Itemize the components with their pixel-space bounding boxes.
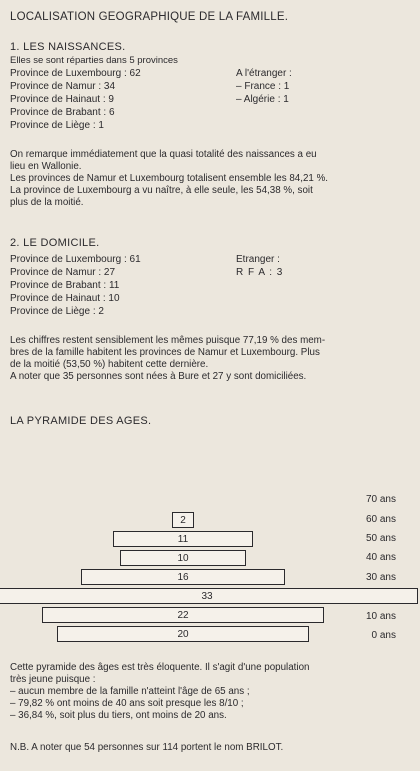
- age-label: 10 ans: [365, 611, 396, 622]
- pyramid-bar-10-20: 22: [42, 607, 324, 623]
- naissances-province: Province de Brabant : 6: [10, 107, 115, 118]
- age-label: 0 ans: [371, 630, 396, 641]
- section-heading-domicile: 2. LE DOMICILE.: [10, 237, 100, 249]
- pyramide-comment: très jeune puisque :: [10, 674, 96, 685]
- age-label: 70 ans: [365, 494, 396, 505]
- domicile-etranger: Etranger :: [236, 254, 280, 265]
- section-heading-naissances: 1. LES NAISSANCES.: [10, 41, 126, 53]
- pyramide-comment: – aucun membre de la famille n'atteint l'âge de 65 ans ;: [10, 686, 250, 697]
- domicile-province: Province de Hainaut : 10: [10, 293, 120, 304]
- naissances-remark: On remarque immédiatement que la quasi totalité des naissances a eu: [10, 149, 317, 160]
- section-heading-pyramide: LA PYRAMIDE DES AGES.: [10, 415, 152, 427]
- naissances-remark: lieu en Wallonie.: [10, 161, 82, 172]
- pyramide-comment: – 36,84 %, soit plus du tiers, ont moins de 20 ans.: [10, 710, 227, 721]
- naissances-etranger: – France : 1: [236, 81, 290, 92]
- naissances-province: Province de Luxembourg : 62: [10, 68, 141, 79]
- naissances-etranger: – Algérie : 1: [236, 94, 289, 105]
- domicile-province: Province de Liège : 2: [10, 306, 104, 317]
- pyramide-comment: – 79,82 % ont moins de 40 ans soit presque les 8/10 ;: [10, 698, 244, 709]
- age-label: 40 ans: [365, 552, 396, 563]
- domicile-remark: A noter que 35 personnes sont nées à Bure et 27 y sont domiciliées.: [10, 371, 307, 382]
- domicile-remark: bres de la famille habitent les provinces de Namur et Luxembourg. Plus: [10, 347, 320, 358]
- naissances-etranger: A l'étranger :: [236, 68, 292, 79]
- naissances-remark: La province de Luxembourg a vu naître, à elle seule, les 54,38 %, soit: [10, 185, 313, 196]
- naissances-province: Province de Namur : 34: [10, 81, 116, 92]
- domicile-province: Province de Brabant : 11: [10, 280, 120, 291]
- domicile-remark: de la moitié (53,50 %) habitent cette dernière.: [10, 359, 209, 370]
- nota-bene: N.B. A noter que 54 personnes sur 114 portent le nom BRILOT.: [10, 742, 284, 753]
- naissances-intro: Elles se sont réparties dans 5 provinces: [10, 55, 178, 66]
- domicile-etranger: R F A : 3: [236, 267, 284, 278]
- pyramid-bar-30-40: 16: [81, 569, 285, 585]
- domicile-remark: Les chiffres restent sensiblement les mêmes puisque 77,19 % des mem-: [10, 335, 326, 346]
- pyramid-bar-60-70: 2: [172, 512, 194, 528]
- naissances-province: Province de Liège : 1: [10, 120, 104, 131]
- naissances-remark: Les provinces de Namur et Luxembourg totalisent ensemble les 84,21 %.: [10, 173, 329, 184]
- age-label: 30 ans: [365, 572, 396, 583]
- domicile-province: Province de Luxembourg : 61: [10, 254, 141, 265]
- pyramid-bar-20-30: 33: [0, 588, 418, 604]
- naissances-remark: plus de la moitié.: [10, 197, 84, 208]
- pyramid-bar-40-50: 10: [120, 550, 246, 566]
- pyramide-comment: Cette pyramide des âges est très éloquente. Il s'agit d'une population: [10, 662, 310, 673]
- pyramid-bar-0-10: 20: [57, 626, 309, 642]
- age-label: 60 ans: [365, 514, 396, 525]
- page-title: LOCALISATION GEOGRAPHIQUE DE LA FAMILLE.: [10, 11, 289, 23]
- naissances-province: Province de Hainaut : 9: [10, 94, 114, 105]
- domicile-province: Province de Namur : 27: [10, 267, 116, 278]
- pyramid-bar-50-60: 11: [113, 531, 253, 547]
- age-label: 50 ans: [365, 533, 396, 544]
